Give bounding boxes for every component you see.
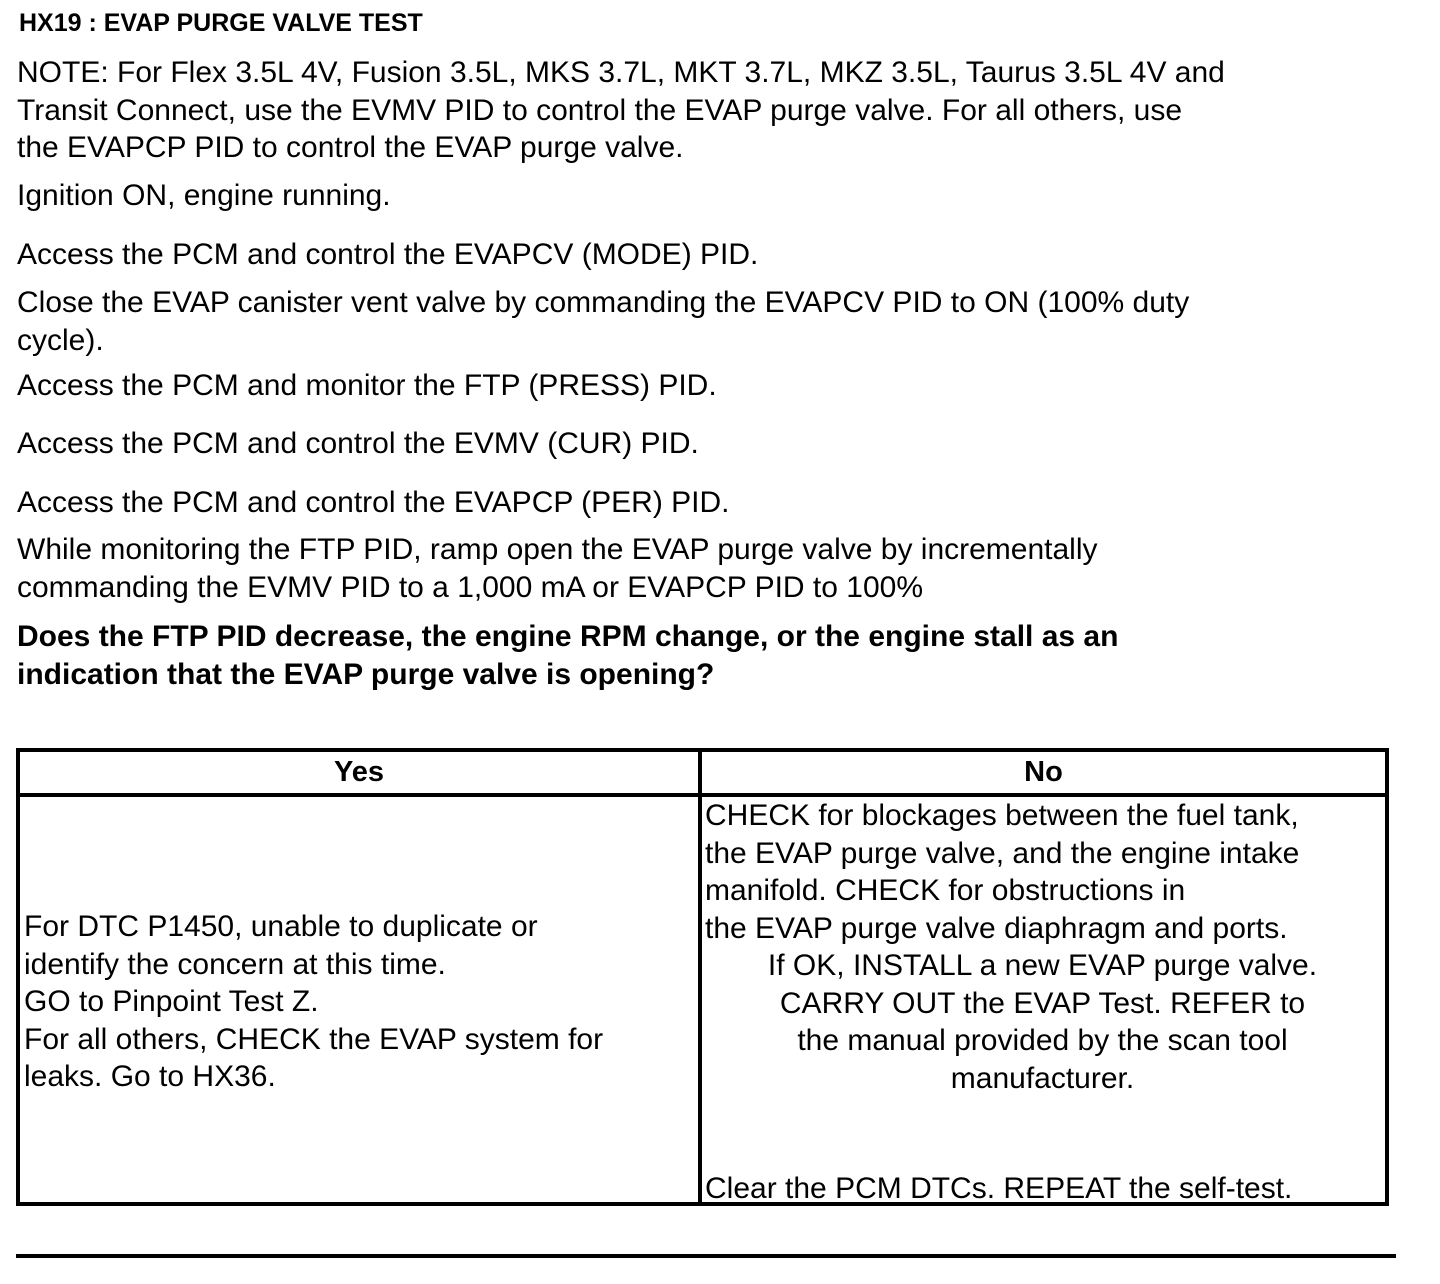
no-line: If OK, INSTALL a new EVAP purge valve. [767, 949, 1318, 982]
step-control-evapcp: Access the PCM and control the EVAPCP (PER) PID. [17, 486, 730, 519]
no-cell [700, 795, 1387, 1204]
no-footer-text: Clear the PCM DTCs. REPEAT the self-test. [705, 1172, 1293, 1205]
question-line: indication that the EVAP purge valve is opening? [17, 657, 715, 691]
note-paragraph [17, 54, 1225, 167]
yes-line: identify the concern at this time. [24, 947, 446, 981]
table-row [18, 795, 1387, 1204]
no-line: manufacturer. [950, 1061, 1135, 1095]
yes-line: For DTC P1450, unable to duplicate or [24, 910, 538, 943]
step-ignition: Ignition ON, engine running. [17, 179, 391, 212]
step-close-vent-line: cycle). [17, 323, 104, 357]
question-line: Does the FTP PID decrease, the engine RPM change, or the engine stall as an [17, 620, 1119, 653]
no-line: the EVAP purge valve diaphragm and ports. [705, 911, 1288, 945]
step-ramp-line: commanding the EVMV PID to a 1,000 mA or EVAPCP PID to 100% [17, 570, 924, 604]
step-close-vent-line: Close the EVAP canister vent valve by commanding the EVAPCV PID to ON (100% duty [17, 286, 1190, 319]
no-line: CHECK for blockages between the fuel tank, [705, 799, 1299, 832]
note-line: Transit Connect, use the EVMV PID to control the EVAP purge valve. For all others, use [17, 93, 1183, 127]
no-line: the manual provided by the scan tool [797, 1024, 1288, 1057]
decision-table [16, 748, 1389, 1206]
step-ramp-line: While monitoring the FTP PID, ramp open the EVAP purge valve by incrementally [17, 533, 1098, 566]
step-close-vent [17, 284, 1189, 359]
step-control-evmv: Access the PCM and control the EVMV (CUR) PID. [17, 427, 699, 460]
no-line: CARRY OUT the EVAP Test. REFER to [779, 986, 1306, 1020]
no-line: manifold. CHECK for obstructions in [705, 874, 1186, 907]
test-question [17, 618, 1118, 693]
yes-header: Yes [18, 750, 700, 795]
step-access-evapcv: Access the PCM and control the EVAPCV (MODE) PID. [17, 238, 759, 271]
no-text-left [705, 797, 1299, 947]
page-title: HX19 : EVAP PURGE VALVE TEST [19, 9, 423, 37]
table-header-row [18, 750, 1387, 795]
note-line: the EVAPCP PID to control the EVAP purge valve. [17, 131, 684, 164]
yes-text [24, 908, 603, 1096]
yes-cell [18, 795, 700, 1204]
no-text-center [702, 947, 1383, 1097]
yes-line: leaks. Go to HX36. [24, 1060, 276, 1093]
yes-line: For all others, CHECK the EVAP system for [24, 1022, 604, 1056]
no-header: No [700, 750, 1387, 795]
note-line: NOTE: For Flex 3.5L 4V, Fusion 3.5L, MKS 3.7L, MKT 3.7L, MKZ 3.5L, Taurus 3.5L 4V and [17, 56, 1225, 89]
step-monitor-ftp: Access the PCM and monitor the FTP (PRESS) PID. [17, 369, 717, 402]
yes-line: GO to Pinpoint Test Z. [24, 985, 319, 1018]
step-ramp [17, 531, 1098, 606]
bottom-divider [16, 1254, 1396, 1258]
no-line: the EVAP purge valve, and the engine intake [705, 836, 1300, 870]
